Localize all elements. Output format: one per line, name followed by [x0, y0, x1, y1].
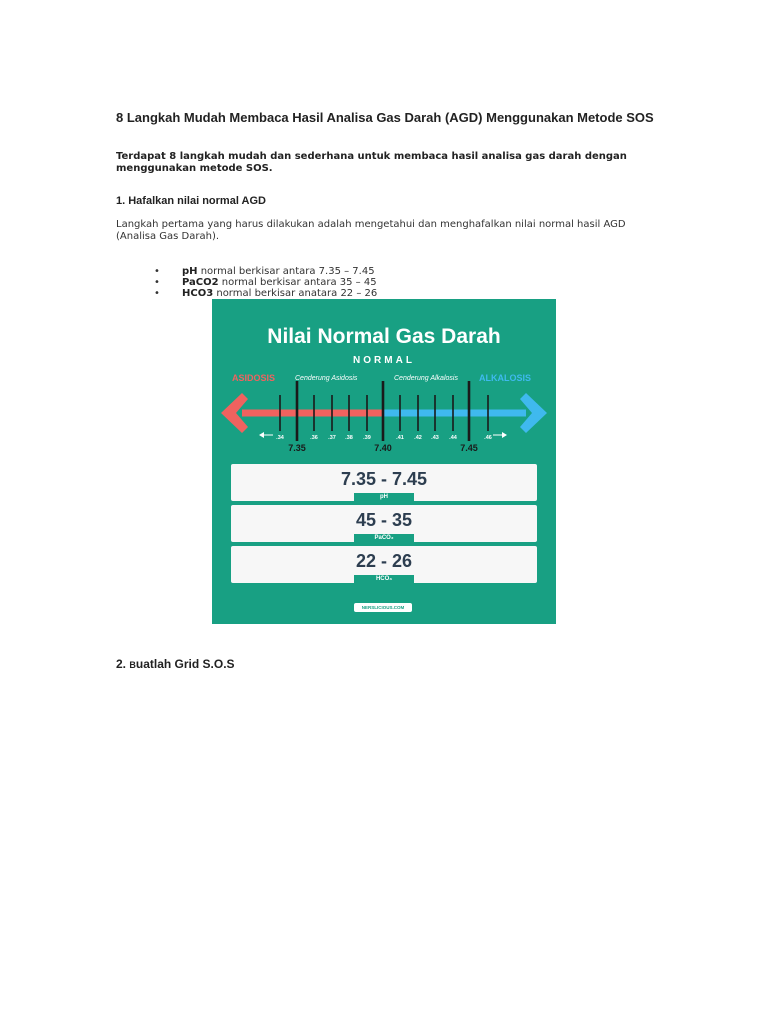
step2-heading-rest: uatlah Grid S.O.S	[135, 657, 235, 671]
list-item-text: normal berkisar anatara 22 – 26	[213, 288, 378, 299]
hco3-range-value: 22 - 26	[355, 551, 413, 571]
site-credit: NERSLICIOUS.COM	[354, 603, 412, 612]
scale-tick-label: .44	[449, 435, 457, 441]
list-item-term: PaCO2	[182, 277, 219, 288]
cenderung-asidosis-label: Cenderung Asidosis	[295, 375, 358, 382]
step2-heading	[116, 657, 235, 671]
step2-first-letter: B	[129, 660, 136, 670]
hco3-card	[231, 546, 537, 583]
scale-major-label: 7.45	[460, 443, 478, 453]
blood-gas-infographic	[212, 299, 556, 624]
list-item	[154, 277, 377, 288]
normal-label: NORMAL	[353, 355, 415, 366]
scale-tick-label: .43	[431, 435, 439, 441]
scale-tick-label: .36	[310, 435, 318, 441]
step1-paragraph: Langkah pertama yang harus dilakukan adalah mengetahui dan menghafalkan nilai normal hasil AGD (Analisa Gas Darah).	[116, 219, 626, 242]
list-item-text: normal berkisar antara 35 – 45	[218, 277, 377, 288]
scale-tick-label: .39	[363, 435, 371, 441]
scale-major-label: 7.40	[374, 443, 392, 453]
ph-tag: pH	[354, 493, 414, 502]
scale-tick-label: .41	[396, 435, 404, 441]
alkalosis-label: ALKALOSIS	[479, 373, 532, 383]
bullet-icon: •	[154, 288, 160, 299]
paco2-card	[231, 505, 537, 542]
cenderung-alkalosis-label: Cenderung Alkalosis	[394, 375, 458, 382]
list-item	[154, 288, 377, 299]
step1-heading: 1. Hafalkan nilai normal AGD	[116, 195, 266, 207]
ph-scale	[212, 299, 556, 459]
list-item-text: normal berkisar antara 7.35 – 7.45	[197, 266, 375, 277]
list-item	[154, 266, 377, 277]
scale-tick-label: .38	[345, 435, 353, 441]
ph-range-value: 7.35 - 7.45	[340, 469, 428, 489]
small-left-arrow-icon	[259, 432, 264, 438]
normal-values-list	[154, 266, 377, 299]
bullet-icon: •	[154, 277, 160, 288]
step2-number: 2.	[116, 657, 127, 671]
intro-paragraph: Terdapat 8 langkah mudah dan sederhana untuk membaca hasil analisa gas darah dengan menggunakan metode SOS.	[116, 151, 627, 174]
asidosis-label: ASIDOSIS	[232, 373, 276, 383]
infographic-title: Nilai Normal Gas Darah	[267, 325, 501, 348]
ph-card	[231, 464, 537, 501]
paco2-tag: PaCO₂	[354, 534, 414, 543]
scale-tick-label: .42	[414, 435, 422, 441]
paco2-range-value: 45 - 35	[355, 510, 413, 530]
list-item-term: HCO3	[182, 288, 214, 299]
list-item-term: pH	[182, 266, 198, 277]
bullet-icon: •	[154, 266, 160, 277]
small-right-arrow-icon	[502, 432, 507, 438]
hco3-tag: HCO₃	[354, 575, 414, 584]
document-title: 8 Langkah Mudah Membaca Hasil Analisa Gas Darah (AGD) Menggunakan Metode SOS	[116, 110, 654, 125]
scale-tick-label: .46	[484, 435, 492, 441]
scale-tick-label: .37	[328, 435, 336, 441]
scale-tick-label: .34	[276, 435, 284, 441]
scale-major-label: 7.35	[288, 443, 306, 453]
